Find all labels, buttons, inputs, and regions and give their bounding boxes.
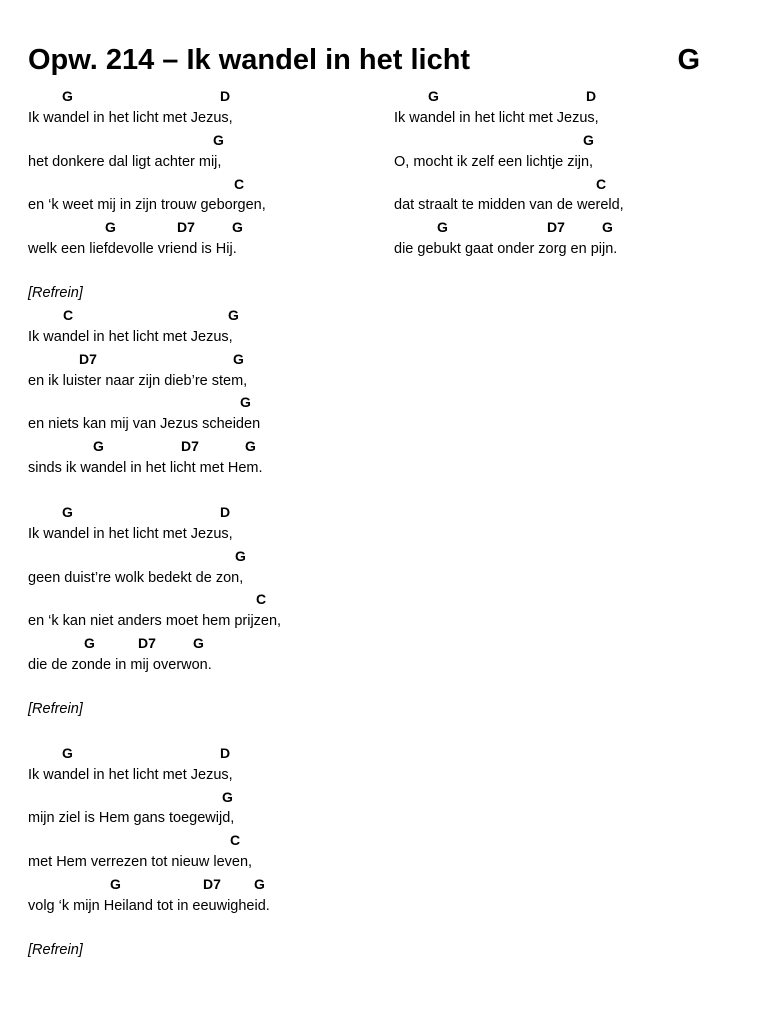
chord-line [28, 174, 368, 196]
chord: D [586, 88, 597, 104]
lyric-line: Ik wandel in het licht met Jezus, [28, 328, 233, 345]
chord: G [240, 394, 251, 411]
chord: G [235, 547, 246, 564]
chord: D [220, 744, 231, 761]
lyric-line: Ik wandel in het licht met Jezus, [394, 109, 599, 126]
right-column [394, 86, 734, 261]
lyric-line: Ik wandel in het licht met Jezus, [28, 525, 233, 542]
lyric-line: en ‘k weet mij in zijn trouw geborgen, [28, 197, 266, 214]
chord: G [228, 306, 239, 323]
blank-line [28, 721, 368, 743]
chord-line [28, 436, 368, 458]
blank-line [28, 918, 368, 940]
chord: G [602, 219, 613, 236]
chord: D7 [177, 219, 195, 236]
chord-line [394, 86, 734, 108]
chord-line [28, 130, 368, 152]
chord-line [28, 589, 368, 611]
blank-line [28, 480, 368, 502]
chord-line [28, 86, 368, 108]
chord: G [62, 503, 73, 520]
song-key: G [677, 44, 700, 76]
lyric-line: en ik luister naar zijn dieb’re stem, [28, 372, 248, 389]
lyric-line: Ik wandel in het licht met Jezus, [28, 109, 233, 126]
chord: G [84, 635, 95, 652]
chord-line [28, 305, 368, 327]
blank-line [28, 261, 368, 283]
chord: G [105, 219, 116, 236]
chord: D7 [203, 876, 221, 893]
chord: G [232, 219, 243, 236]
chord: G [62, 88, 73, 104]
lyric-line: die gebukt gaat onder zorg en pijn. [394, 241, 618, 258]
lyric-line: en niets kan mij van Jezus scheiden [28, 416, 261, 433]
chord: G [428, 88, 439, 104]
chord: G [213, 131, 224, 148]
chord: G [233, 350, 244, 367]
chord-line [28, 546, 368, 568]
chord: G [437, 219, 448, 236]
chord: G [583, 131, 594, 148]
chord: D7 [138, 635, 156, 652]
lyric-line: Ik wandel in het licht met Jezus, [28, 766, 233, 783]
lyric-line: mijn ziel is Hem gans toegewijd, [28, 810, 235, 827]
chord-line [28, 874, 368, 896]
chord: C [256, 591, 267, 608]
refrain-label: [Refrein] [28, 941, 83, 958]
chord-line [28, 633, 368, 655]
chord-line [394, 217, 734, 239]
chord: D7 [79, 350, 97, 367]
chord-line [28, 830, 368, 852]
chord-line [28, 787, 368, 809]
chord: G [222, 788, 233, 805]
chord-line [28, 349, 368, 371]
chord: G [62, 744, 73, 761]
refrain-label: [Refrein] [28, 285, 83, 302]
lyric-line: het donkere dal ligt achter mij, [28, 153, 222, 170]
chord-line [28, 217, 368, 239]
refrain-label: [Refrein] [28, 700, 83, 717]
chord: C [596, 175, 607, 192]
song-title: Opw. 214 – Ik wandel in het licht [28, 44, 471, 76]
left-column [28, 86, 368, 962]
chord: G [110, 876, 121, 893]
chord-line [394, 174, 734, 196]
chord: G [193, 635, 204, 652]
lyric-line: dat straalt te midden van de wereld, [394, 197, 624, 214]
chord: G [254, 876, 265, 893]
lyric-line: volg ‘k mijn Heiland tot in eeuwigheid. [28, 897, 270, 914]
chord: G [93, 438, 104, 455]
chord: D [220, 88, 231, 104]
chord: C [63, 306, 74, 323]
chord: G [245, 438, 256, 455]
chord: C [234, 175, 245, 192]
chord: D7 [547, 219, 565, 236]
lyric-line: die de zonde in mij overwon. [28, 657, 212, 674]
lyric-line: welk een liefdevolle vriend is Hij. [28, 241, 237, 258]
chord-line [28, 502, 368, 524]
lyric-line: O, mocht ik zelf een lichtje zijn, [394, 153, 594, 170]
lyric-line: geen duist’re wolk bedekt de zon, [28, 569, 244, 586]
chord-line [28, 743, 368, 765]
chord: D7 [181, 438, 199, 455]
lyric-line: met Hem verrezen tot nieuw leven, [28, 854, 253, 871]
chord: D [220, 503, 231, 520]
chord-line [28, 392, 368, 414]
chord: C [230, 832, 241, 849]
lyric-line: sinds ik wandel in het licht met Hem. [28, 460, 263, 477]
blank-line [28, 677, 368, 699]
lyric-line: en ‘k kan niet anders moet hem prijzen, [28, 613, 282, 630]
chord-line [394, 130, 734, 152]
